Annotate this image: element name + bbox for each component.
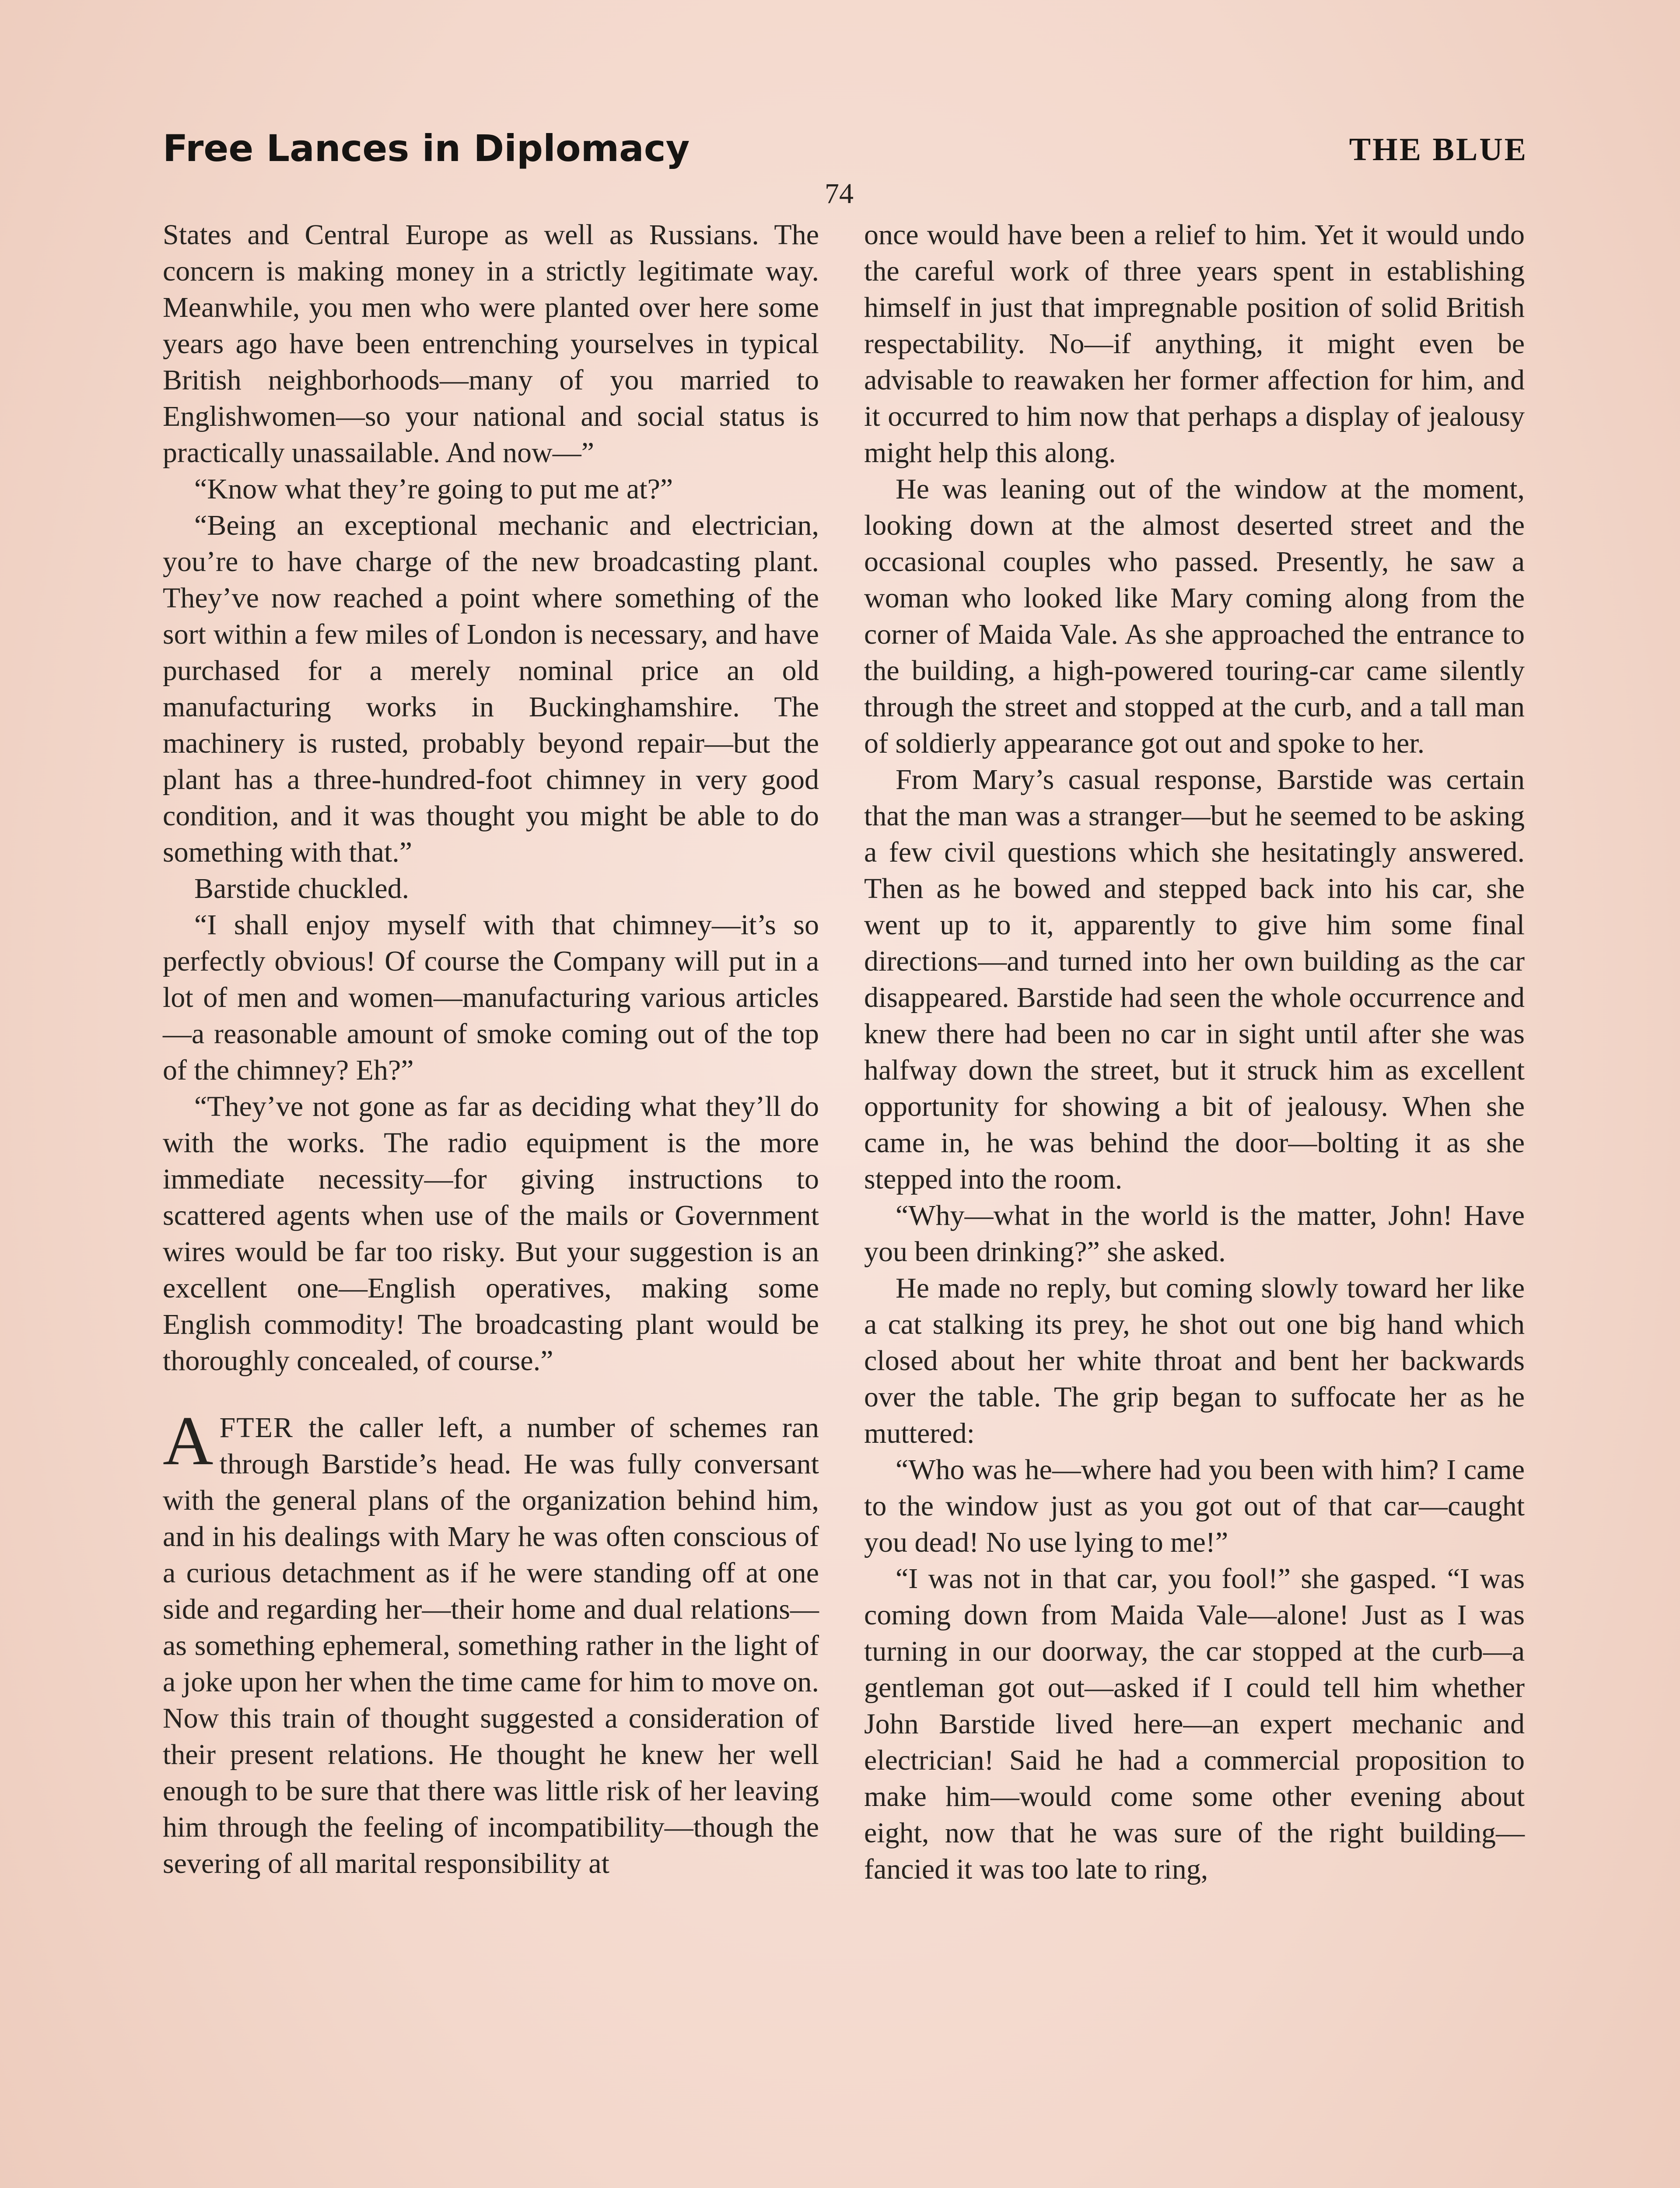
left-column [163, 217, 819, 1882]
paragraph: “They’ve not gone as far as deciding what they’ll do with the works. The radio equipment is the more immediate necessity—for giving instructions to scattered agents when use of the mails or Government wires would be far too risky. But your suggestion is an excellent one—English operatives, making some English commodity! The broadcasting plant would be thoroughly concealed, of course.” [163, 1090, 819, 1377]
paragraph: once would have been a relief to him. Yet it would undo the careful work of three years spent in establishing himself in just that impregnable position of solid British respectability. No—if anything, it might even be advisable to reawaken her former affection for him, and it occurred to him now that perhaps a display of jealousy might help this along. [864, 219, 1525, 469]
section-paragraph [163, 1402, 819, 1882]
paragraph: Barstide chuckled. [194, 873, 410, 905]
paragraph: He made no reply, but coming slowly toward her like a cat stalking its prey, he shot out one big hand which closed about her white throat and bent her backwards over the table. The grip began to suffocate her as he muttered: [864, 1272, 1525, 1449]
story-title: Free Lances in Diplomacy [163, 127, 690, 170]
drop-cap: A [163, 1402, 214, 1480]
paragraph: “I shall enjoy myself with that chimney—it’s so perfectly obvious! Of course the Company will put in a lot of men and women—manufacturing various articles—a reasonable amount of smoke coming out of the top of the chimney? Eh?” [163, 909, 819, 1086]
paragraph: States and Central Europe as well as Russians. The concern is making money in a strictly legitimate way. Meanwhile, you men who were planted over here some years ago have been entrenching yourselves in typical British neighborhoods—many of you married to Englishwomen—so your national and social status is practically unassailable. And now—” [163, 219, 819, 469]
section-text: the caller left, a number of schemes ran through Barstide’s head. He was fully conversant with the general plans of the organization behind him, and in his dealings with Mary he was often conscious of a curious detachment as if he were standing off at one side and regarding her—their home and dual relations—as something ephemeral, something rather in the light of a joke upon her when the time came for him to move on. Now this train of thought suggested a consideration of their present relations. He thought he knew her well enough to be sure that there was little risk of her leaving him through the feeling of incompatibility—though the severing of all marital responsibility at [163, 1412, 819, 1879]
magazine-name: THE BLUE [1349, 132, 1528, 168]
paragraph: “I was not in that car, you fool!” she gasped. “I was coming down from Maida Vale—alone! Just as I was turning in our doorway, the car stopped at the curb—a gentleman got out—asked if I could tell him whether John Barstide lived here—an expert mechanic and electrician! Said he had a commercial proposition to make him—would come some other evening about eight, now that he was sure of the right building—fancied it was too late to ring, [864, 1563, 1525, 1885]
paragraph: From Mary’s casual response, Barstide was certain that the man was a stranger—but he seemed to be asking a few civil questions which she hesitatingly answered. Then as he bowed and stepped back into his car, she went up to it, apparently to give him some final directions—and turned into her own building as the car disappeared. Barstide had seen the whole occurrence and knew there had been no car in sight until after she was halfway down the street, but it struck him as excellent opportunity for showing a bit of jealousy. When she came in, he was behind the door—bolting it as she stepped into the room. [864, 764, 1525, 1195]
paragraph: “Being an exceptional mechanic and electrician, you’re to have charge of the new broadcasting plant. They’ve now reached a point where something of the sort within a few miles of London is necessary, and have purchased for a merely nominal price an old manufacturing works in Buckinghamshire. The machinery is rusted, probably beyond repair—but the plant has a three-hundred-foot chimney in very good condition, and it was thought you might be able to do something with that.” [163, 509, 819, 868]
page-number: 74 [825, 178, 854, 210]
lead-word: FTER [219, 1412, 294, 1444]
paragraph: “Who was he—where had you been with him? I came to the window just as you got out of that car—caught you dead! No use lying to me!” [864, 1454, 1525, 1558]
right-column [864, 217, 1525, 1887]
paragraph: He was leaning out of the window at the moment, looking down at the almost deserted street and the occasional couples who passed. Presently, he saw a woman who looked like Mary coming along from the corner of Maida Vale. As she approached the entrance to the building, a high-powered touring-car came silently through the street and stopped at the curb, and a tall man of soldierly appearance got out and spoke to her. [864, 473, 1525, 759]
paragraph: “Why—what in the world is the matter, John! Have you been drinking?” she asked. [864, 1199, 1525, 1268]
paragraph: “Know what they’re going to put me at?” [194, 473, 673, 505]
